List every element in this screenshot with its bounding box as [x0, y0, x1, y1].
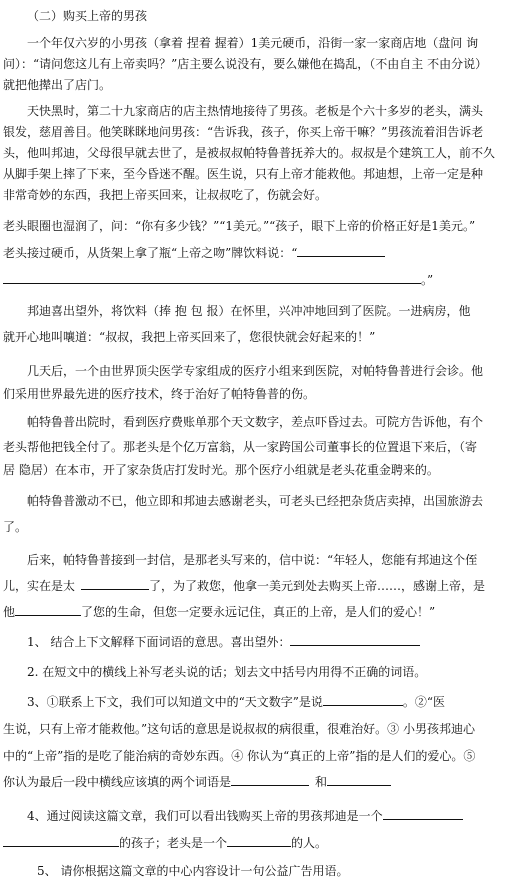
question-2: 2. 在短文中的横线上补写老头说的话；划去文中括号内用得不正确的词语。: [27, 665, 427, 679]
story-line: 天快黑时，第二十九家商店的店主热情地接待了男孩。老板是个六十多岁的老头，满头: [27, 104, 484, 118]
question-text: 4、通过阅读这篇文章，我们可以看出钱购买上帝的男孩邦迪是一个: [27, 809, 383, 823]
question-4: [27, 806, 463, 826]
question-text: 和: [315, 775, 328, 789]
answer-blank[interactable]: [327, 772, 391, 786]
story-line: 了。: [3, 520, 28, 534]
story-line: 几天后，一个由世界顶尖医学专家组成的医疗小组来到医院，对帕特鲁普进行会诊。他: [27, 364, 484, 378]
story-text: 老头接过硬币，从货架上拿了瓶“上帝之吻”牌饮料说：“: [3, 246, 298, 260]
question-1: [27, 632, 420, 652]
story-line: 非常奇妙的东西，我把上帝买回来，让叔叔吃了，伤就会好。: [3, 188, 328, 202]
story-line: 们采用世界最先进的医疗技术，终于治好了帕特鲁普的伤。: [3, 387, 316, 401]
story-text: 他: [3, 605, 16, 619]
question-text: 3、①联系上下文，我们可以知道文中的“天文数字”是说: [27, 695, 323, 709]
story-line: 邦迪喜出望外，将饮料（捧 抱 包 报）在怀里，兴冲冲地回到了医院。一进病房，他: [27, 304, 471, 318]
story-line: 一个年仅六岁的小男孩（拿着 捏着 握着）1美元硬币，沿街一家一家商店地（盘问 询: [27, 36, 479, 50]
question-text: 的孩子；老头是一个: [119, 836, 228, 850]
section-title: （二）购买上帝的男孩: [27, 9, 148, 23]
answer-blank[interactable]: [323, 692, 403, 706]
question-text: 你认为最后一段中横线应该填的两个词语是: [3, 775, 232, 789]
story-line: 老头眼圈也湿润了，问：“你有多少钱？”“1美元。”“孩子，眼下上帝的价格正好是1美元。”: [3, 219, 476, 233]
story-text: 儿，实在是太: [3, 579, 76, 593]
story-text: 了您的生命，但您一定要永远记住，真正的上帝，是人们的爱心！”: [81, 605, 436, 619]
story-text: 了，为了救您，他拿一美元到处去购买上帝……，感谢上帝，是: [149, 579, 486, 593]
story-line: 就开心地叫嚷道：“叔叔，我把上帝买回来了，您很快就会好起来的！”: [3, 330, 376, 344]
fill-blank[interactable]: [3, 270, 421, 284]
answer-blank[interactable]: [383, 806, 463, 820]
question-3-line: [3, 772, 391, 792]
story-line: 就把他撵出了店门。: [3, 78, 112, 92]
question-3-line: 生说，只有上帝才能救他。”这句话的意思是说叔叔的病很重，很难治好。③ 小男孩邦迪心: [3, 722, 475, 736]
answer-blank[interactable]: [231, 772, 309, 786]
question-5: 5、 请你根据这篇文章的中心内容设计一句公益广告用语。: [37, 864, 349, 878]
story-line: 后来，帕特鲁普接到一封信，是那老头写来的，信中说：“年轻人，您能有邦迪这个侄: [27, 553, 478, 567]
question-3: [27, 692, 445, 712]
story-line: 银发，慈眉善目。他笑眯眯地问男孩：“告诉我，孩子，你买上帝干嘛？”男孩流着泪告诉老: [3, 125, 484, 139]
fill-blank[interactable]: [15, 602, 81, 616]
story-line: 从脚手架上摔了下来，至今昏迷不醒。医生说，只有上帝才能救他。邦迪想，上帝一定是种: [3, 167, 484, 181]
answer-blank[interactable]: [227, 833, 291, 847]
fill-blank[interactable]: [297, 243, 385, 257]
story-line: 问）：“请问您这儿有上帝卖吗？”店主要么说没有，要么嫌他在捣乱，（不由自主 不由分说）: [3, 57, 488, 71]
fill-blank[interactable]: [81, 576, 149, 590]
answer-blank[interactable]: [290, 632, 420, 646]
question-4-line: [3, 833, 327, 853]
answer-blank[interactable]: [3, 833, 119, 847]
story-line: 帕特鲁普激动不已，他立即和邦迪去感谢老头，可老头已经把杂货店卖掉，出国旅游去: [27, 494, 484, 508]
story-line: [3, 602, 435, 622]
story-line: [3, 243, 385, 263]
story-line: [3, 270, 433, 290]
question-text: 1、 结合上下文解释下面词语的意思。喜出望外：: [27, 635, 291, 649]
story-line: 帕特鲁普出院时，看到医疗费账单那个天文数字，差点吓昏过去。可院方告诉他，有个: [27, 415, 484, 429]
story-line: 头，他叫邦迪，父母很早就去世了，是被叔叔帕特鲁普抚养大的。叔叔是个建筑工人，前不久: [3, 146, 496, 160]
question-text: 的人。: [291, 836, 328, 850]
story-line: 老头帮他把钱全付了。那老头是个亿万富翁，从一家跨国公司董事长的位置退下来后，（寄: [3, 440, 478, 454]
question-text: 。②“医: [402, 695, 446, 709]
story-line: [3, 576, 485, 596]
story-text: 。”: [421, 273, 434, 287]
question-3-line: 中的“上帝”指的是吃了能治病的奇妙东西。④ 你认为“真正的上帝”指的是人们的爱心。⑤: [3, 749, 476, 763]
story-line: 居 隐居）在本市，开了家杂货店打发时光。那个医疗小组就是老头花重金聘来的。: [3, 463, 439, 477]
